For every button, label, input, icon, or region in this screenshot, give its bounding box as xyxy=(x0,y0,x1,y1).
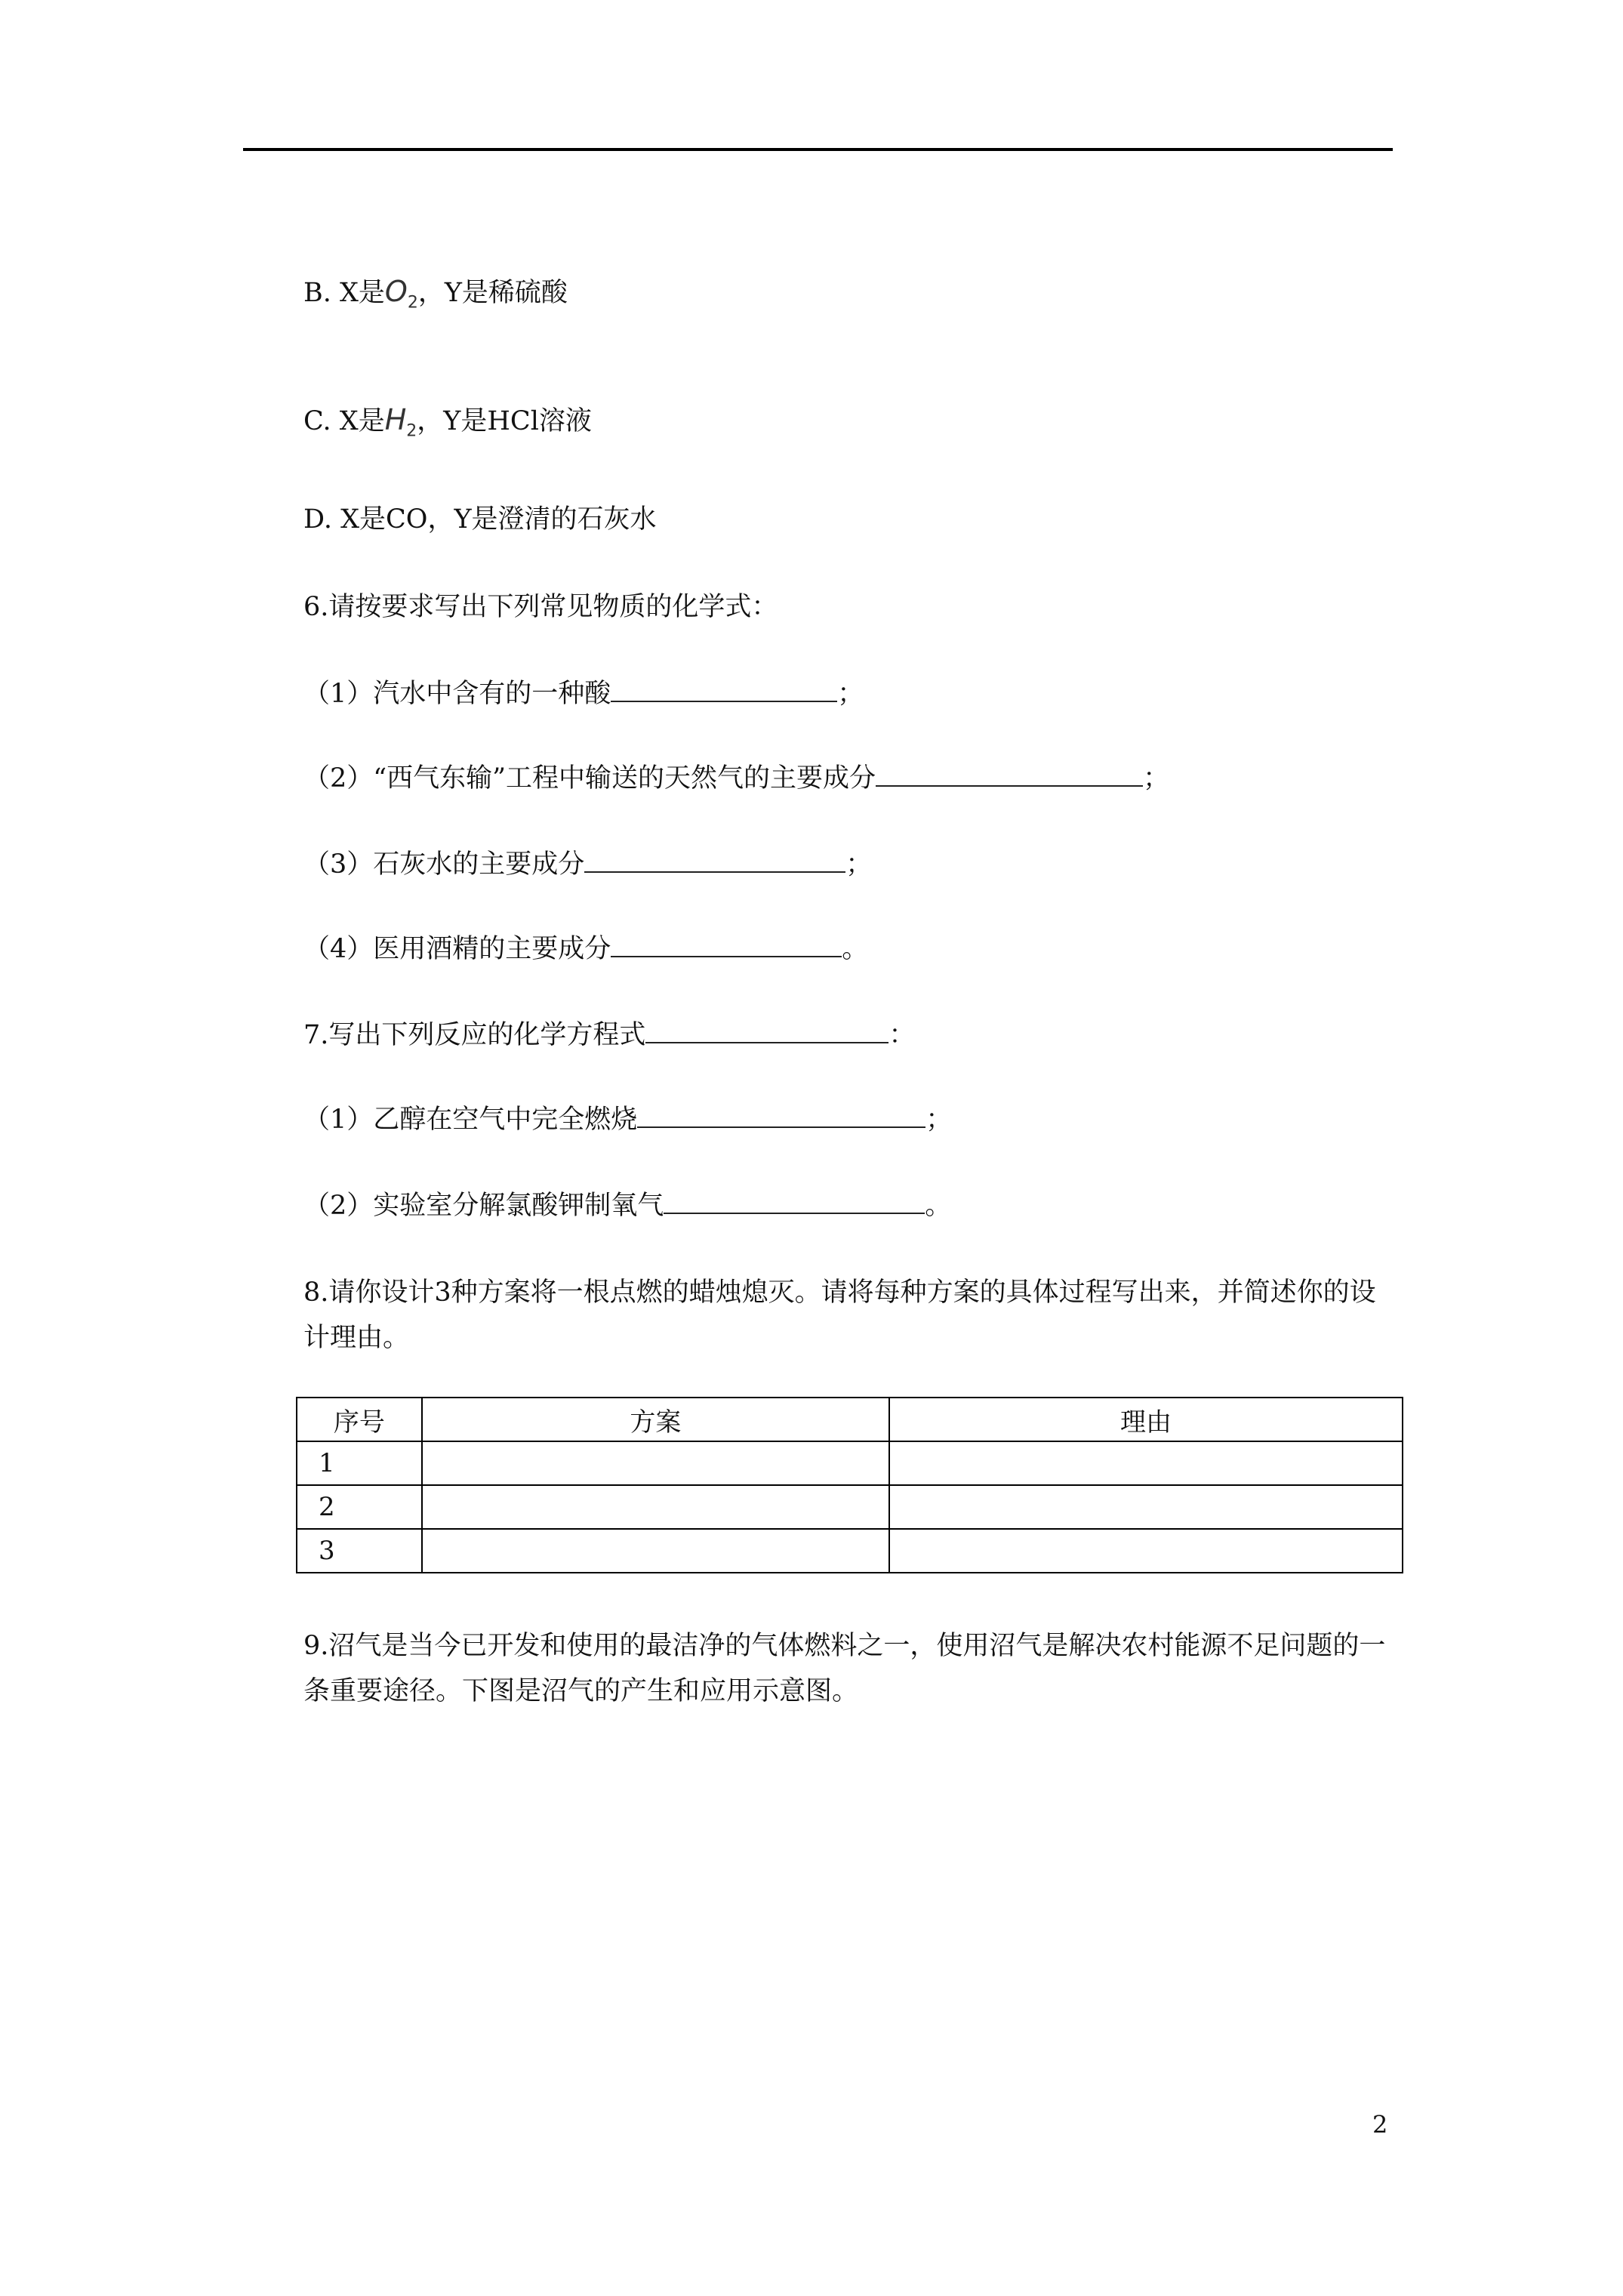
reason-cell[interactable] xyxy=(889,1441,1403,1485)
header-number: 序号 xyxy=(297,1398,422,1441)
formula-h2 xyxy=(384,403,417,441)
q7-item-1-end: ； xyxy=(925,1105,953,1135)
q8-paragraph: 8.请你设计3种方案将一根点燃的蜡烛熄灭。请将每种方案的具体过程写出来，并简述你的设计理由。 xyxy=(303,1277,1376,1353)
option-b-prefix: B. X是 xyxy=(303,278,385,308)
q6-item-4-text: （4）医用酒精的主要成分 xyxy=(303,934,611,964)
answer-blank[interactable] xyxy=(584,849,845,873)
q7-item-2-end: 。 xyxy=(925,1191,952,1221)
answer-blank[interactable] xyxy=(664,1190,925,1214)
q6-item-2-text: （2）“西气东输”工程中输送的天然气的主要成分 xyxy=(303,763,876,794)
formula-o2 xyxy=(384,275,418,313)
row-number: 1 xyxy=(297,1441,422,1485)
q8-text xyxy=(243,1270,1394,1361)
answer-blank[interactable] xyxy=(611,678,837,702)
q6-item-4-end: 。 xyxy=(842,934,869,964)
q6-item-3 xyxy=(303,849,872,880)
plan-cell[interactable] xyxy=(422,1441,889,1485)
plan-cell[interactable] xyxy=(422,1485,889,1529)
formula-h2-letter: H xyxy=(384,403,407,436)
reason-cell[interactable] xyxy=(889,1485,1403,1529)
reason-cell[interactable] xyxy=(889,1529,1403,1573)
page-number: 2 xyxy=(1372,2110,1388,2139)
formula-h2-sub: 2 xyxy=(406,421,417,441)
q7-item-2-text: （2）实验室分解氯酸钾制氧气 xyxy=(303,1191,664,1221)
header-plan: 方案 xyxy=(422,1398,889,1441)
q6-item-3-text: （3）石灰水的主要成分 xyxy=(303,849,585,880)
option-c xyxy=(303,405,592,447)
q7-item-2 xyxy=(303,1190,951,1221)
formula-o2-sub: 2 xyxy=(407,293,418,313)
q6-item-2 xyxy=(303,763,1169,794)
q6-item-4 xyxy=(303,933,868,964)
table-row xyxy=(297,1441,1403,1485)
table-header-row xyxy=(297,1398,1403,1441)
q6-stem: 6.请按要求写出下列常见物质的化学式： xyxy=(303,592,778,622)
table-row xyxy=(297,1485,1403,1529)
answer-blank[interactable] xyxy=(645,1019,888,1043)
plan-table xyxy=(296,1397,1403,1573)
row-number: 2 xyxy=(297,1485,422,1529)
q6-item-1-text: （1）汽水中含有的一种酸 xyxy=(303,679,611,709)
answer-blank[interactable] xyxy=(637,1104,925,1128)
option-c-prefix: C. X是 xyxy=(303,406,385,436)
option-b xyxy=(303,276,568,319)
q6-item-1 xyxy=(303,678,864,709)
header-reason: 理由 xyxy=(889,1398,1403,1441)
q7-stem-end: ： xyxy=(888,1020,916,1050)
q6-item-2-end: ； xyxy=(1143,763,1170,794)
q7-item-1 xyxy=(303,1104,952,1135)
option-d: D. X是CO，Y是澄清的石灰水 xyxy=(303,504,657,535)
option-b-suffix: ，Y是稀硫酸 xyxy=(417,278,568,308)
table-row xyxy=(297,1529,1403,1573)
row-number: 3 xyxy=(297,1529,422,1573)
plan-cell[interactable] xyxy=(422,1529,889,1573)
q7-stem xyxy=(303,1019,915,1050)
answer-blank[interactable] xyxy=(611,933,842,957)
q9-paragraph: 9.沼气是当今已开发和使用的最洁净的气体燃料之一，使用沼气是解决农村能源不足问题的一条重要途径。下图是沼气的产生和应用示意图。 xyxy=(303,1631,1386,1706)
q7-item-1-text: （1）乙醇在空气中完全燃烧 xyxy=(303,1105,638,1135)
q6-item-3-end: ； xyxy=(845,849,873,880)
answer-blank[interactable] xyxy=(876,763,1143,787)
q6-item-1-end: ； xyxy=(837,679,864,709)
header-rule xyxy=(243,148,1393,151)
q9-text xyxy=(243,1623,1394,1714)
formula-o2-letter: O xyxy=(384,275,408,308)
q7-stem-text: 7.写出下列反应的化学方程式 xyxy=(303,1020,646,1050)
option-c-suffix: ，Y是HCl溶液 xyxy=(417,406,592,436)
